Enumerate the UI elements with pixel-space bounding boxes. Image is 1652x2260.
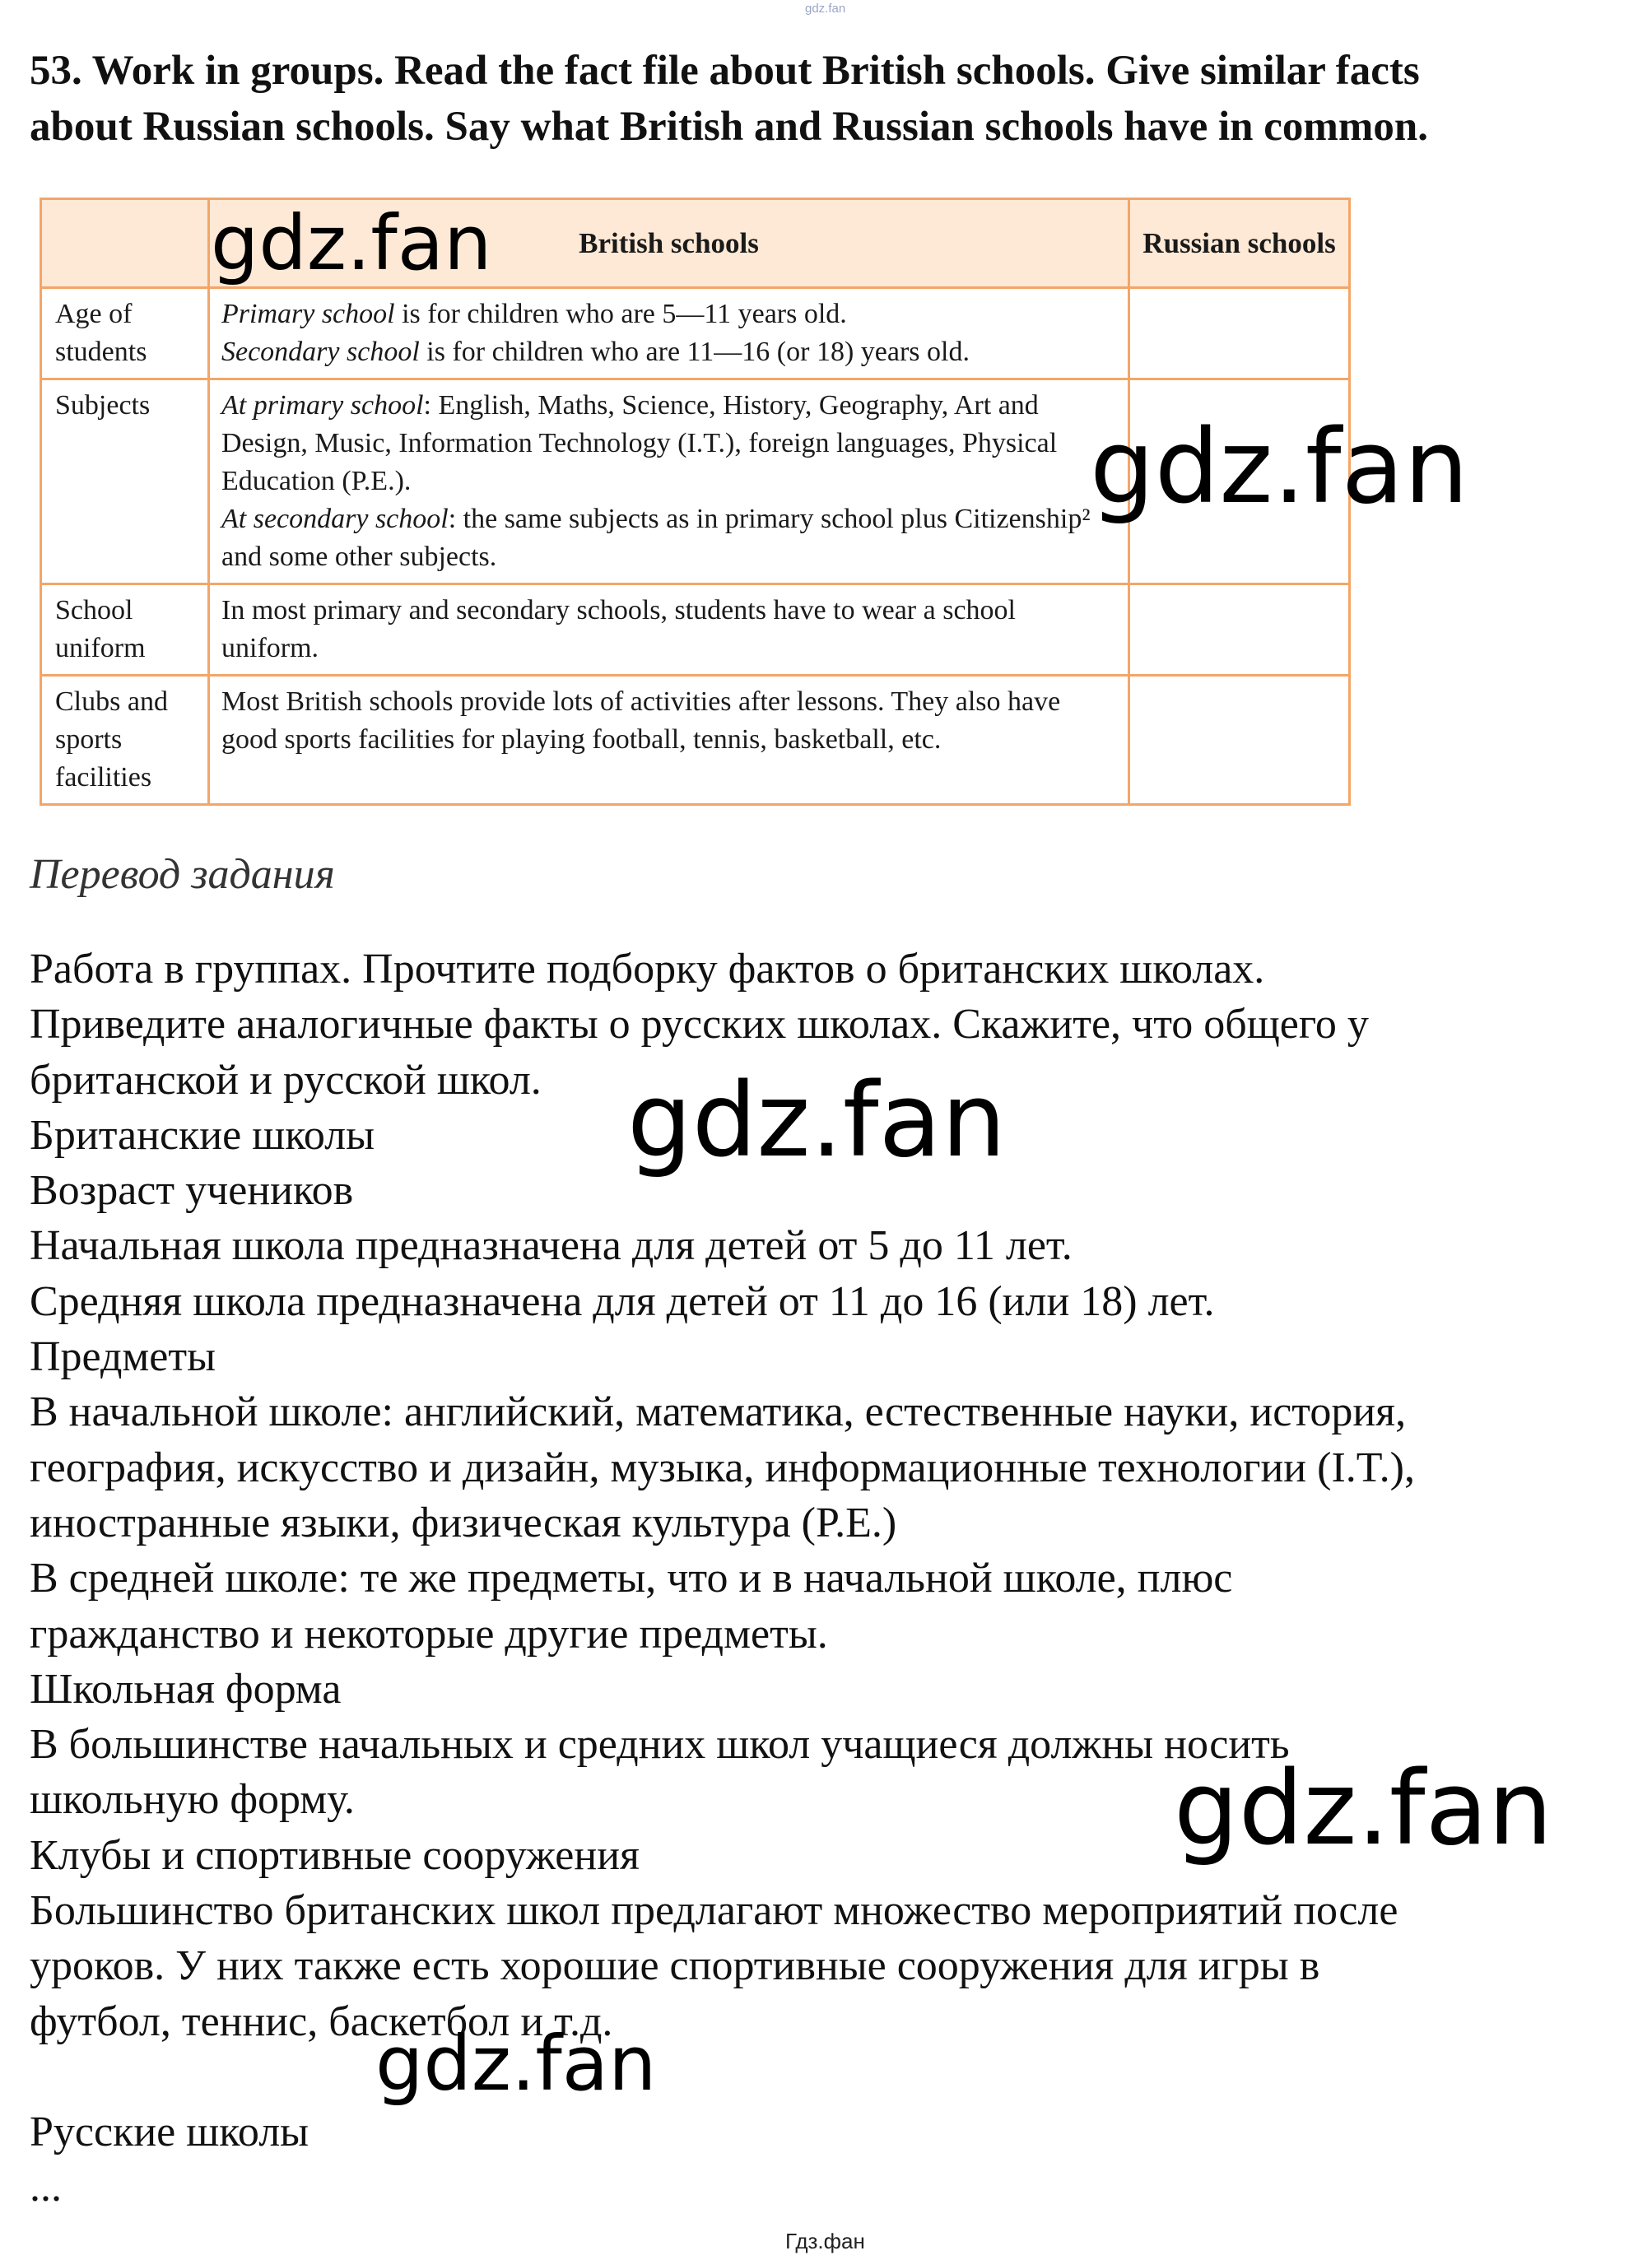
cell-emphasis: Primary school (221, 299, 395, 329)
translation-line: гражданство и некоторые другие предметы. (30, 1610, 828, 1658)
translation-line (30, 2049, 1635, 2104)
translation-line: Школьная форма (30, 1665, 342, 1713)
russian-cell-clubs (1129, 676, 1350, 805)
british-cell-subjects (209, 379, 1129, 584)
table-row (41, 584, 1350, 676)
translation-line: ... (30, 2164, 62, 2211)
watermark: gdz.fan (1090, 408, 1469, 527)
translation-line: Начальная школа предназначена для детей от 5 до 11 лет. (30, 1222, 1073, 1270)
top-watermark: gdz.fan (805, 2, 846, 16)
cell-line (221, 500, 1116, 576)
translation-line: Британские школы (30, 1111, 375, 1159)
cell-emphasis: At primary school (221, 390, 424, 421)
row-label-uniform: School uniform (41, 584, 209, 676)
translation-line: Клубы и спортивные сооружения (30, 1831, 640, 1879)
row-label-clubs: Clubs and sports facilities (41, 676, 209, 805)
table-row (41, 676, 1350, 805)
task-title-line-1: 53. Work in groups. Read the fact file about British schools. Give similar facts (30, 48, 1420, 94)
translation-line: футбол, теннис, баскетбол и т.д. (30, 1997, 613, 2045)
cell-line (221, 683, 1116, 759)
translation-line: В средней школе: те же предметы, что и в начальной школе, плюс (30, 1555, 1233, 1602)
cell-text: : the same subjects as in primary school plus Citizenship² and some other subjects. (221, 504, 1091, 572)
cell-line (221, 333, 1116, 371)
table-row (41, 288, 1350, 379)
british-cell-uniform (209, 584, 1129, 676)
task-title-line-2: about Russian schools. Say what British and Russian schools have in common. (30, 104, 1428, 150)
cell-line (221, 295, 1116, 333)
header-blank (41, 199, 209, 288)
translation-line: В большинстве начальных и средних школ учащиеся должны носить (30, 1721, 1290, 1769)
cell-emphasis: At secondary school (221, 504, 449, 534)
translation-line: Средняя школа предназначена для детей от 11 до 16 (или 18) лет. (30, 1277, 1215, 1325)
watermark: gdz.fan (1174, 1750, 1553, 1868)
translation-line: школьную форму. (30, 1776, 355, 1824)
russian-cell-age (1129, 288, 1350, 379)
translation-line: В начальной школе: английский, математика, естественные науки, история, (30, 1388, 1407, 1436)
translation-line: британской и русской школ. (30, 1056, 542, 1104)
translation-line: Предметы (30, 1333, 216, 1381)
translation-heading: Перевод задания (30, 851, 335, 898)
british-cell-age (209, 288, 1129, 379)
translation-line: география, искусство и дизайн, музыка, информационные технологии (I.T.), (30, 1444, 1415, 1491)
cell-text: Most British schools provide lots of activities after lessons. They also have good sports facilities for playing football, tennis, basketball, etc. (221, 686, 1061, 755)
translation-line: Большинство британских школ предлагают множество мероприятий после (30, 1887, 1398, 1935)
translation-line: иностранные языки, физическая культура (P.E.) (30, 1499, 897, 1546)
header-british-schools: British schools (209, 199, 1129, 288)
russian-cell-uniform (1129, 584, 1350, 676)
watermark: gdz.fan (211, 199, 492, 287)
translation-line: уроков. У них также есть хорошие спортивные сооружения для игры в (30, 1942, 1320, 1990)
row-label-age: Age of students (41, 288, 209, 379)
british-cell-clubs (209, 676, 1129, 805)
translation-line: Работа в группах. Прочтите подборку фактов о британских школах. (30, 946, 1265, 993)
footer-mark: Гдз.фан (785, 2229, 865, 2253)
cell-text: is for children who are 5—11 years old. (394, 299, 847, 329)
cell-text: is for children who are 11—16 (or 18) years old. (419, 337, 970, 367)
cell-emphasis: Secondary school (221, 337, 420, 367)
task-title (30, 43, 1643, 155)
cell-text: In most primary and secondary schools, students have to wear a school uniform. (221, 595, 1016, 663)
translation-line: Русские школы (30, 2108, 309, 2155)
row-label-subjects: Subjects (41, 379, 209, 584)
watermark: gdz.fan (375, 2020, 657, 2108)
watermark: gdz.fan (627, 1062, 1007, 1180)
header-russian-schools: Russian schools (1129, 199, 1350, 288)
translation-line: Приведите аналогичные факты о русских школах. Скажите, что общего у (30, 1001, 1369, 1049)
cell-text: : English, Maths, Science, History, Geography, Art and Design, Music, Information Technology (I.T.), foreign languages, Physical Education (P.E.). (221, 390, 1058, 496)
cell-line (221, 592, 1116, 667)
cell-line (221, 387, 1116, 500)
translation-line: Возраст учеников (30, 1167, 354, 1215)
